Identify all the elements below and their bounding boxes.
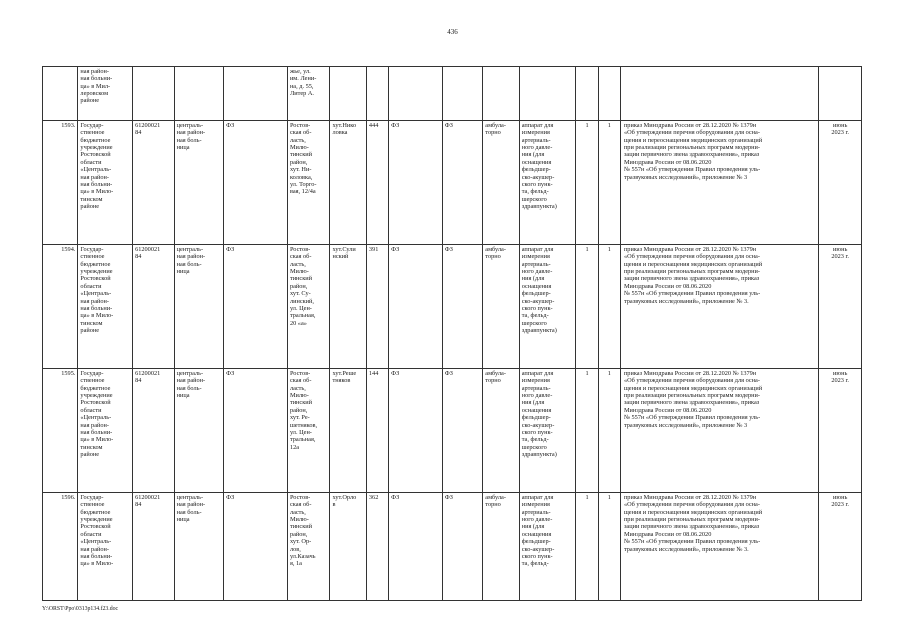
cell-order (620, 67, 818, 121)
cell-population: 391 (366, 245, 388, 369)
cell-device: аппарат для измерения артериаль- ного давле- ния (для оснащения фельдшер- ско-акушер- ского пунк- та, фельд- шерского здравпункта) (519, 245, 576, 369)
cell-qty1: 1 (576, 493, 598, 601)
cell-device: аппарат для измерения артериаль- ного давле- ния (для оснащения фельдшер- ско-акушер- ского пунк- та, фельд- шерского здравпункта) (519, 369, 576, 493)
cell-qty2 (598, 67, 620, 121)
cell-address: Ростов- ская об- ласть, Милю- тинский район, хут. Ре- шетняков, ул. Цен- тральная, 12а (287, 369, 330, 493)
cell-law2: ФЗ (389, 493, 443, 601)
cell-care-type: амбула- торно (483, 121, 519, 245)
table-row (43, 121, 862, 245)
cell-unit: централь- ная район- ная боль- ница (174, 369, 224, 493)
cell-code: 61200021 84 (133, 493, 175, 601)
cell-law2: ФЗ (389, 121, 443, 245)
cell-care-type: амбула- торно (483, 245, 519, 369)
cell-device: аппарат для измерения артериаль- ного давле- ния (для оснащения фельдшер- ско-акушер- ского пунк- та, фельд- шерского здравпункта) (519, 121, 576, 245)
page-number: 436 (447, 28, 458, 36)
cell-law3: ФЗ (442, 493, 482, 601)
cell-address: Ростов- ская об- ласть, Милю- тинский район, хут. Ни- коловка, ул. Торго- вая, 12/4а (287, 121, 330, 245)
cell-org: ная район- ная больни- ца» в Мил- леровском районе (78, 67, 133, 121)
cell-org: Государ- ственное бюджетное учреждение Ростовской области «Централь- ная район- ная больни- ца» в Мило- тинском районе (78, 369, 133, 493)
cell-qty2: 1 (598, 245, 620, 369)
cell-law1: ФЗ (224, 245, 288, 369)
cell-qty1: 1 (576, 245, 598, 369)
cell-law3: ФЗ (442, 245, 482, 369)
cell-no (43, 67, 78, 121)
cell-qty2: 1 (598, 493, 620, 601)
cell-date: июнь 2023 г. (819, 245, 862, 369)
cell-settlement: хут.Нико ловка (330, 121, 366, 245)
cell-org: Государ- ственное бюджетное учреждение Ростовской области «Централь- ная район- ная больни- ца» в Мило- тинском районе (78, 121, 133, 245)
cell-date: июнь 2023 г. (819, 121, 862, 245)
cell-law1: ФЗ (224, 493, 288, 601)
cell-address: Ростов- ская об- ласть, Милю- тинский район, хут. Су- линский, ул. Цен- тральная, 20 «а» (287, 245, 330, 369)
cell-qty1: 1 (576, 121, 598, 245)
cell-law1 (224, 67, 288, 121)
cell-org: Государ- ственное бюджетное учреждение Ростовской области «Централь- ная район- ная больни- ца» в Мило- тинском районе (78, 245, 133, 369)
cell-law3 (442, 67, 482, 121)
cell-unit: централь- ная район- ная боль- ница (174, 493, 224, 601)
cell-date: июнь 2023 г. (819, 369, 862, 493)
table-row (43, 493, 862, 601)
cell-org: Государ- ственное бюджетное учреждение Ростовской области «Централь- ная район- ная больни- ца» в Мило- (78, 493, 133, 601)
cell-date: июнь 2023 г. (819, 493, 862, 601)
table-row (43, 245, 862, 369)
cell-law2 (389, 67, 443, 121)
cell-settlement: хут.Сули нский (330, 245, 366, 369)
continuation-row (43, 67, 862, 121)
cell-law1: ФЗ (224, 369, 288, 493)
cell-device (519, 67, 576, 121)
cell-no: 1593. (43, 121, 78, 245)
cell-care-type (483, 67, 519, 121)
cell-code: 61200021 84 (133, 121, 175, 245)
cell-qty1: 1 (576, 369, 598, 493)
cell-code (133, 67, 175, 121)
cell-unit (174, 67, 224, 121)
cell-law1: ФЗ (224, 121, 288, 245)
equipment-table (42, 66, 862, 601)
cell-law2: ФЗ (389, 245, 443, 369)
cell-population (366, 67, 388, 121)
cell-qty2: 1 (598, 369, 620, 493)
cell-qty1 (576, 67, 598, 121)
cell-device: аппарат для измерения артериаль- ного давле- ния (для оснащения фельдшер- ско-акушер- ского пунк- та, фельд- (519, 493, 576, 601)
table-body (43, 67, 862, 601)
cell-order: приказ Минздрава России от 28.12.2020 № 1379н «Об утверждении перечня оборудования для осна- щения и переоснащения медицинских организаций при реализации региональных программ модерни- зации первичного звена здравоохранения», приказ Минздрава России от 08.06.2020 № 557н «Об утверждении Правил проведения уль- тразвуковых исследований», приложение № 3 (620, 121, 818, 245)
cell-order: приказ Минздрава России от 28.12.2020 № 1379н «Об утверждении перечня оборудования для осна- щения и переоснащения медицинских организаций при реализации региональных программ модерни- зации первичного звена здравоохранения», приказ Минздрава России от 08.06.2020 № 557н «Об утверждении Правил проведения уль- тразвуковых исследований», приложение № 3 (620, 369, 818, 493)
cell-population: 362 (366, 493, 388, 601)
cell-population: 444 (366, 121, 388, 245)
cell-order: приказ Минздрава России от 28.12.2020 № 1379н «Об утверждении перечня оборудования для осна- щения и переоснащения медицинских организаций при реализации региональных программ модерни- зации первичного звена здравоохранения», приказ Минздрава России от 08.06.2020 № 557н «Об утверждении Правил проведения уль- тразвуковых исследований», приложение № 3. (620, 493, 818, 601)
cell-settlement: хут.Орло в (330, 493, 366, 601)
cell-no: 1595. (43, 369, 78, 493)
cell-code: 61200021 84 (133, 369, 175, 493)
table-row (43, 369, 862, 493)
cell-care-type: амбула- торно (483, 493, 519, 601)
cell-order: приказ Минздрава России от 28.12.2020 № 1379н «Об утверждении перечня оборудования для осна- щения и переоснащения медицинских организаций при реализации региональных программ модерни- зации первичного звена здравоохранения», приказ Минздрава России от 08.06.2020 № 557н «Об утверждении Правил проведения уль- тразвуковых исследований», приложение № 3. (620, 245, 818, 369)
cell-care-type: амбула- торно (483, 369, 519, 493)
cell-address: жье, ул. им. Лени- на, д. 55, Литер А. (287, 67, 330, 121)
cell-law3: ФЗ (442, 121, 482, 245)
cell-date (819, 67, 862, 121)
cell-address: Ростов- ская об- ласть, Милю- тинский район, хут. Ор- лов, ул.Казачь я, 1а (287, 493, 330, 601)
footer-file-path: Y:\ORST\Ppo\0313p134.f23.doc (42, 606, 119, 612)
cell-population: 144 (366, 369, 388, 493)
cell-no: 1594. (43, 245, 78, 369)
cell-settlement: хут.Реше тняков (330, 369, 366, 493)
cell-law3: ФЗ (442, 369, 482, 493)
cell-qty2: 1 (598, 121, 620, 245)
cell-settlement (330, 67, 366, 121)
cell-unit: централь- ная район- ная боль- ница (174, 121, 224, 245)
cell-no: 1596. (43, 493, 78, 601)
cell-unit: централь- ная район- ная боль- ница (174, 245, 224, 369)
cell-law2: ФЗ (389, 369, 443, 493)
cell-code: 61200021 84 (133, 245, 175, 369)
